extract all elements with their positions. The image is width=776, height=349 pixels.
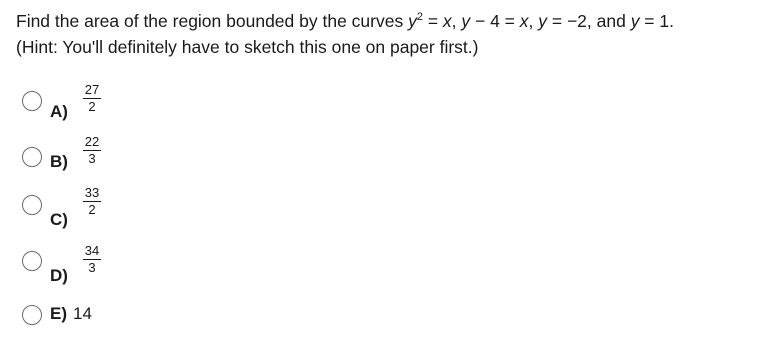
option-c-letter: C) bbox=[50, 210, 68, 229]
equation-text: = −2, and bbox=[547, 11, 631, 31]
option-d-fraction bbox=[82, 244, 102, 275]
option-b-fraction bbox=[82, 135, 102, 166]
denominator: 3 bbox=[88, 151, 96, 166]
option-b-letter: B) bbox=[50, 152, 68, 171]
var-y: y bbox=[461, 11, 471, 31]
denominator: 2 bbox=[88, 99, 96, 114]
option-c-fraction bbox=[82, 186, 102, 217]
var-x: x bbox=[519, 11, 529, 31]
var-y: y bbox=[408, 11, 417, 31]
radio-button-d[interactable] bbox=[22, 251, 42, 271]
numerator: 34 bbox=[84, 243, 100, 258]
denominator: 3 bbox=[88, 260, 96, 275]
radio-button-a[interactable] bbox=[22, 91, 42, 111]
numerator: 33 bbox=[84, 185, 100, 200]
question-text bbox=[16, 8, 766, 60]
var-y: y bbox=[538, 11, 547, 31]
question-hint: (Hint: You'll definitely have to sketch this one on paper first.) bbox=[16, 37, 479, 57]
numerator: 22 bbox=[84, 134, 100, 149]
question-line-1 bbox=[16, 8, 766, 34]
var-x: x bbox=[442, 11, 452, 31]
radio-button-b[interactable] bbox=[22, 147, 42, 167]
exponent: 2 bbox=[416, 11, 423, 23]
radio-button-e[interactable] bbox=[22, 305, 42, 325]
equation-text: = 1. bbox=[639, 11, 674, 31]
numerator: 27 bbox=[84, 82, 100, 97]
question-prefix: Find the area of the region bounded by the curves bbox=[16, 11, 409, 31]
separator: , bbox=[528, 11, 539, 31]
equals-text: = bbox=[422, 11, 443, 31]
option-e-letter: E) bbox=[50, 304, 67, 323]
option-d-letter: D) bbox=[50, 266, 68, 285]
denominator: 2 bbox=[88, 202, 96, 217]
equation-text: − 4 = bbox=[470, 11, 520, 31]
option-a-letter: A) bbox=[50, 102, 68, 121]
option-e-value: 14 bbox=[73, 304, 92, 323]
option-a-fraction bbox=[82, 83, 102, 114]
var-y: y bbox=[630, 11, 640, 31]
radio-button-c[interactable] bbox=[22, 195, 42, 215]
separator: , bbox=[451, 11, 462, 31]
